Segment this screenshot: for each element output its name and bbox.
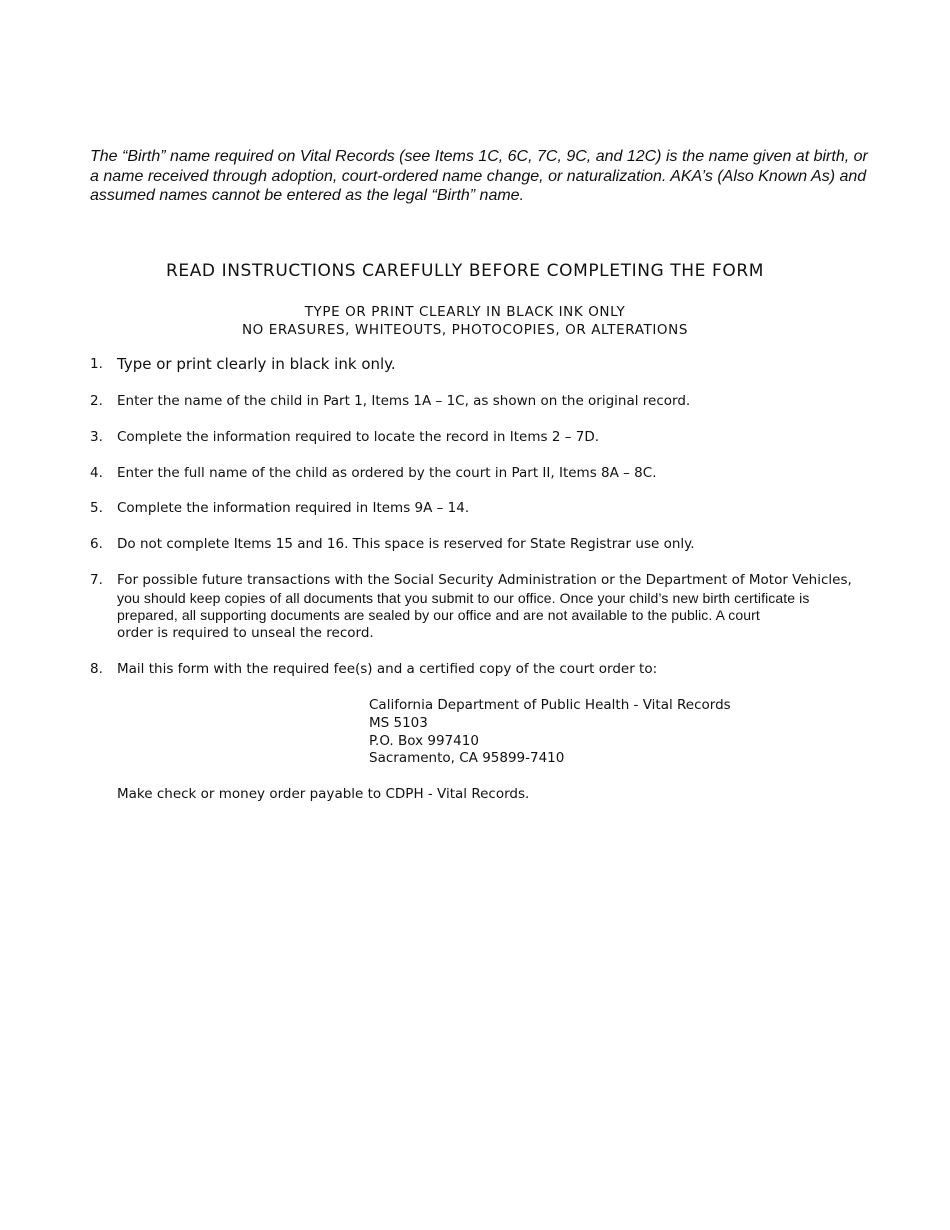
- item-number: 2.: [90, 393, 103, 409]
- item-text: Type or print clearly in black ink only.: [117, 355, 396, 373]
- item-text: Enter the full name of the child as ordered by the court in Part II, Items 8A – 8C.: [117, 465, 657, 481]
- payment-note: Make check or money order payable to CDPH - Vital Records.: [117, 786, 530, 802]
- instruction-item: [90, 393, 870, 411]
- instruction-item: [90, 500, 870, 518]
- item-number: 3.: [90, 429, 103, 445]
- address-line: California Department of Public Health - Vital Records: [369, 697, 731, 713]
- item-text: Enter the name of the child in Part 1, Items 1A – 1C, as shown on the original record.: [117, 393, 691, 409]
- item-number: 5.: [90, 500, 103, 516]
- subheading-no-erasures: NO ERASURES, WHITEOUTS, PHOTOCOPIES, OR ALTERATIONS: [241, 322, 689, 338]
- item-text: Mail this form with the required fee(s) and a certified copy of the court order to:: [117, 661, 658, 677]
- instruction-item: [90, 661, 870, 679]
- item-number: 8.: [90, 661, 103, 677]
- item-text-line: order is required to unseal the record.: [117, 624, 374, 641]
- item-number: 6.: [90, 536, 103, 552]
- item-text: Do not complete Items 15 and 16. This space is reserved for State Registrar use only.: [117, 536, 695, 552]
- instruction-item: [90, 465, 870, 483]
- address-line: MS 5103: [369, 714, 428, 731]
- subheading-ink: TYPE OR PRINT CLEARLY IN BLACK INK ONLY: [304, 304, 626, 320]
- birth-name-note: The “Birth” name required on Vital Records (see Items 1C, 6C, 7C, 9C, and 12C) is the name given at birth, or a name received through adoption, court-ordered name change, or naturalization. AKA’s (Also Known As) and assumed names cannot be entered as the legal “Birth” name.: [90, 148, 868, 204]
- item-number: 1.: [90, 356, 103, 372]
- item-text: Complete the information required to locate the record in Items 2 – 7D.: [117, 429, 600, 445]
- item-number: 7.: [90, 572, 103, 588]
- mailing-address: [369, 697, 731, 768]
- page-heading: READ INSTRUCTIONS CAREFULLY BEFORE COMPLETING THE FORM: [165, 261, 765, 281]
- item-number: 4.: [90, 465, 103, 481]
- instruction-item: [90, 356, 870, 374]
- item-text-line: you should keep copies of all documents that you submit to our office. Once your child’s new birth certificate is prepared, all supporting documents are sealed by our office and are not available to the public. A court: [117, 589, 810, 623]
- item-text: Complete the information required in Items 9A – 14.: [117, 500, 470, 516]
- item-text-line: For possible future transactions with the Social Security Administration or the Department of Motor Vehicles,: [117, 572, 852, 588]
- instruction-item: [90, 429, 870, 447]
- instruction-item: [90, 572, 870, 642]
- address-line: Sacramento, CA 95899-7410: [369, 750, 565, 767]
- instruction-item: [90, 536, 870, 554]
- address-line: P.O. Box 997410: [369, 732, 479, 749]
- item-text: [117, 572, 870, 642]
